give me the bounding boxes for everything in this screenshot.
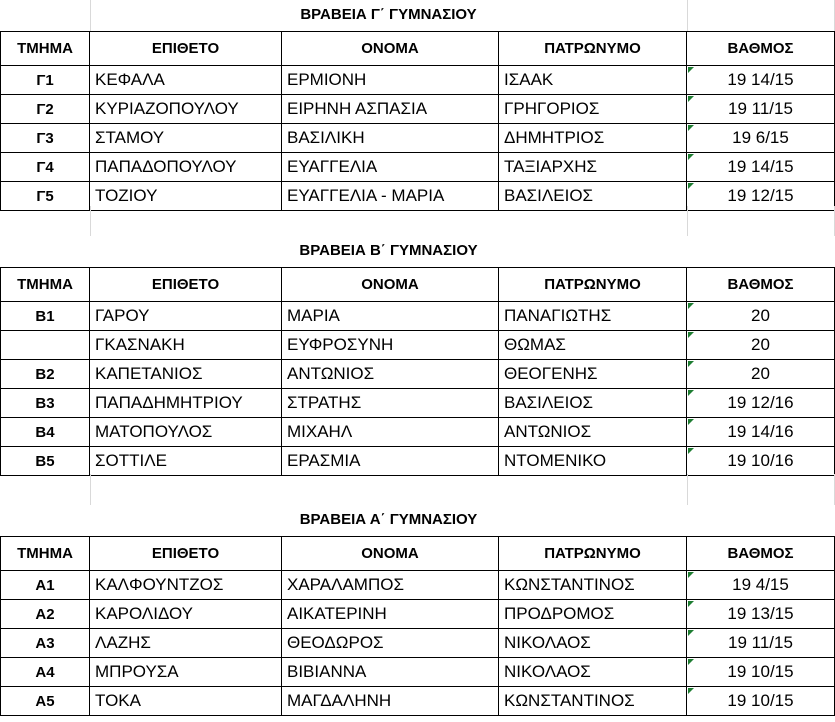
cell-father[interactable]: ΔΗΜΗΤΡΙΟΣ — [499, 124, 687, 153]
table-row — [0, 66, 835, 95]
cell-father[interactable]: ΘΩΜΑΣ — [499, 331, 687, 360]
cell-dept[interactable]: Γ5 — [0, 182, 90, 211]
header-row — [0, 31, 835, 66]
cell-dept[interactable]: Α5 — [0, 687, 90, 716]
header-grade[interactable]: ΒΑΘΜΟΣ — [687, 31, 835, 66]
cell-dept[interactable]: Β1 — [0, 302, 90, 331]
table-row — [0, 182, 835, 211]
cell-grade[interactable]: 19 13/15 — [687, 600, 835, 629]
cell-name[interactable]: ΜΙΧΑΗΛ — [282, 418, 499, 447]
section-title[interactable]: ΒΡΑΒΕΙΑ Α΄ ΓΥΜΝΑΣΙΟΥ — [299, 511, 478, 528]
section-title-row — [0, 505, 835, 534]
cell-father[interactable]: ΝΙΚΟΛΑΟΣ — [499, 658, 687, 687]
header-surname[interactable]: ΕΠΙΘΕΤΟ — [90, 536, 282, 571]
table-row — [0, 153, 835, 182]
table-row — [0, 302, 835, 331]
cell-father[interactable]: ΝΤΟΜΕΝΙΚΟ — [499, 447, 687, 476]
cell-grade[interactable]: 20 — [687, 360, 835, 389]
cell-name[interactable]: ΕΥΑΓΓΕΛΙΑ — [282, 153, 499, 182]
cell-surname[interactable]: ΣΟΤΤΙΛΕ — [90, 447, 282, 476]
cell-name[interactable]: ΧΑΡΑΛΑΜΠΟΣ — [282, 571, 499, 600]
cell-father[interactable]: ΚΩΝΣΤΑΝΤΙΝΟΣ — [499, 687, 687, 716]
cell-father[interactable]: ΑΝΤΩΝΙΟΣ — [499, 418, 687, 447]
header-father[interactable]: ΠΑΤΡΩΝΥΜΟ — [499, 31, 687, 66]
cell-father[interactable]: ΠΑΝΑΓΙΩΤΗΣ — [499, 302, 687, 331]
cell-name[interactable]: ΒΙΒΙΑΝΝΑ — [282, 658, 499, 687]
cell-grade[interactable]: 19 11/15 — [687, 629, 835, 658]
cell-grade[interactable]: 19 6/15 — [687, 124, 835, 153]
cell-surname[interactable]: ΤΟΚΑ — [90, 687, 282, 716]
cell-name[interactable]: ΜΑΓΔΑΛΗΝΗ — [282, 687, 499, 716]
cell-grade[interactable]: 20 — [687, 331, 835, 360]
cell-father[interactable]: ΓΡΗΓΟΡΙΟΣ — [499, 95, 687, 124]
cell-surname[interactable]: ΠΑΠΑΔΟΠΟΥΛΟΥ — [90, 153, 282, 182]
cell-father[interactable]: ΒΑΣΙΛΕΙΟΣ — [499, 389, 687, 418]
cell-surname[interactable]: ΚΥΡΙΑΖΟΠΟΥΛΟΥ — [90, 95, 282, 124]
cell-grade[interactable]: 19 11/15 — [687, 95, 835, 124]
cell-surname[interactable]: ΓΚΑΣΝΑΚΗ — [90, 331, 282, 360]
cell-father[interactable]: ΙΣΑΑΚ — [499, 66, 687, 95]
cell-grade[interactable]: 19 14/15 — [687, 153, 835, 182]
cell-dept[interactable]: Β5 — [0, 447, 90, 476]
table-row — [0, 331, 835, 360]
table-row — [0, 360, 835, 389]
header-name[interactable]: ΟΝΟΜΑ — [282, 267, 499, 302]
table-row — [0, 124, 835, 153]
table-row — [0, 418, 835, 447]
table-row — [0, 687, 835, 716]
cell-dept[interactable] — [0, 331, 90, 360]
cell-name[interactable]: ΕΡΑΣΜΙΑ — [282, 447, 499, 476]
cell-grade[interactable]: 20 — [687, 302, 835, 331]
cell-surname[interactable]: ΓΑΡΟΥ — [90, 302, 282, 331]
header-name[interactable]: ΟΝΟΜΑ — [282, 31, 499, 66]
cell-surname[interactable]: ΤΟΖΙΟΥ — [90, 182, 282, 211]
header-name[interactable]: ΟΝΟΜΑ — [282, 536, 499, 571]
header-row — [0, 536, 835, 571]
table-row — [0, 629, 835, 658]
cell-surname[interactable]: ΚΕΦΑΛΑ — [90, 66, 282, 95]
section-title[interactable]: ΒΡΑΒΕΙΑ Β΄ ΓΥΜΝΑΣΙΟΥ — [299, 242, 478, 259]
cell-name[interactable]: ΜΑΡΙΑ — [282, 302, 499, 331]
table-row — [0, 389, 835, 418]
header-grade[interactable]: ΒΑΘΜΟΣ — [687, 536, 835, 571]
gridline — [687, 0, 688, 31]
cell-dept[interactable]: Α3 — [0, 629, 90, 658]
cell-name[interactable]: ΕΥΦΡΟΣΥΝΗ — [282, 331, 499, 360]
cell-dept[interactable]: Γ1 — [0, 66, 90, 95]
cell-name[interactable]: ΕΥΑΓΓΕΛΙΑ - ΜΑΡΙΑ — [282, 182, 499, 211]
header-surname[interactable]: ΕΠΙΘΕΤΟ — [90, 31, 282, 66]
gridline — [687, 474, 688, 505]
cell-dept[interactable]: Α1 — [0, 571, 90, 600]
cell-grade[interactable]: 19 10/16 — [687, 447, 835, 476]
table-row — [0, 447, 835, 476]
cell-dept[interactable]: Γ4 — [0, 153, 90, 182]
cell-grade[interactable]: 19 12/15 — [687, 182, 835, 211]
cell-grade[interactable]: 19 4/15 — [687, 571, 835, 600]
cell-grade[interactable]: 19 10/15 — [687, 658, 835, 687]
cell-dept[interactable]: Γ3 — [0, 124, 90, 153]
cell-name[interactable]: ΕΙΡΗΝΗ ΑΣΠΑΣΙΑ — [282, 95, 499, 124]
cell-surname[interactable]: ΚΑΡΟΛΙΔΟΥ — [90, 600, 282, 629]
cell-dept[interactable]: Β3 — [0, 389, 90, 418]
cell-name[interactable]: ΑΙΚΑΤΕΡΙΝΗ — [282, 600, 499, 629]
gridline — [90, 206, 91, 236]
cell-name[interactable]: ΑΝΤΩΝΙΟΣ — [282, 360, 499, 389]
section-title-row — [0, 0, 835, 29]
cell-surname[interactable]: ΚΑΛΦΟΥΝΤΖΟΣ — [90, 571, 282, 600]
cell-father[interactable]: ΤΑΞΙΑΡΧΗΣ — [499, 153, 687, 182]
cell-father[interactable]: ΒΑΣΙΛΕΙΟΣ — [499, 182, 687, 211]
cell-surname[interactable]: ΜΠΡΟΥΣΑ — [90, 658, 282, 687]
cell-surname[interactable]: ΚΑΠΕΤΑΝΙΟΣ — [90, 360, 282, 389]
table-row — [0, 95, 835, 124]
gridline — [90, 0, 91, 31]
header-grade[interactable]: ΒΑΘΜΟΣ — [687, 267, 835, 302]
cell-father[interactable]: ΘΕΟΓΕΝΗΣ — [499, 360, 687, 389]
cell-grade[interactable]: 19 14/15 — [687, 66, 835, 95]
cell-surname[interactable]: ΣΤΑΜΟΥ — [90, 124, 282, 153]
header-row — [0, 267, 835, 302]
cell-surname[interactable]: ΠΑΠΑΔΗΜΗΤΡΙΟΥ — [90, 389, 282, 418]
header-dept[interactable]: ΤΜΗΜΑ — [0, 536, 90, 571]
cell-father[interactable]: ΠΡΟΔΡΟΜΟΣ — [499, 600, 687, 629]
cell-name[interactable]: ΘΕΟΔΩΡΟΣ — [282, 629, 499, 658]
cell-name[interactable]: ΣΤΡΑΤΗΣ — [282, 389, 499, 418]
cell-father[interactable]: ΚΩΝΣΤΑΝΤΙΝΟΣ — [499, 571, 687, 600]
cell-dept[interactable]: Α4 — [0, 658, 90, 687]
cell-dept[interactable]: Γ2 — [0, 95, 90, 124]
header-surname[interactable]: ΕΠΙΘΕΤΟ — [90, 267, 282, 302]
cell-dept[interactable]: Β2 — [0, 360, 90, 389]
gridline — [90, 474, 91, 505]
table-row — [0, 658, 835, 687]
header-father[interactable]: ΠΑΤΡΩΝΥΜΟ — [499, 536, 687, 571]
section-title-row — [0, 236, 835, 265]
cell-grade[interactable]: 19 14/16 — [687, 418, 835, 447]
cell-surname[interactable]: ΛΑΖΗΣ — [90, 629, 282, 658]
cell-father[interactable]: ΝΙΚΟΛΑΟΣ — [499, 629, 687, 658]
table-row — [0, 600, 835, 629]
gridline — [687, 206, 688, 236]
cell-surname[interactable]: ΜΑΤΟΠΟΥΛΟΣ — [90, 418, 282, 447]
table-row — [0, 571, 835, 600]
header-dept[interactable]: ΤΜΗΜΑ — [0, 267, 90, 302]
header-father[interactable]: ΠΑΤΡΩΝΥΜΟ — [499, 267, 687, 302]
cell-grade[interactable]: 19 10/15 — [687, 687, 835, 716]
cell-dept[interactable]: Α2 — [0, 600, 90, 629]
section-title[interactable]: ΒΡΑΒΕΙΑ Γ΄ ΓΥΜΝΑΣΙΟΥ — [300, 6, 477, 23]
cell-dept[interactable]: Β4 — [0, 418, 90, 447]
cell-name[interactable]: ΒΑΣΙΛΙΚΗ — [282, 124, 499, 153]
header-dept[interactable]: ΤΜΗΜΑ — [0, 31, 90, 66]
cell-name[interactable]: ΕΡΜΙΟΝΗ — [282, 66, 499, 95]
cell-grade[interactable]: 19 12/16 — [687, 389, 835, 418]
